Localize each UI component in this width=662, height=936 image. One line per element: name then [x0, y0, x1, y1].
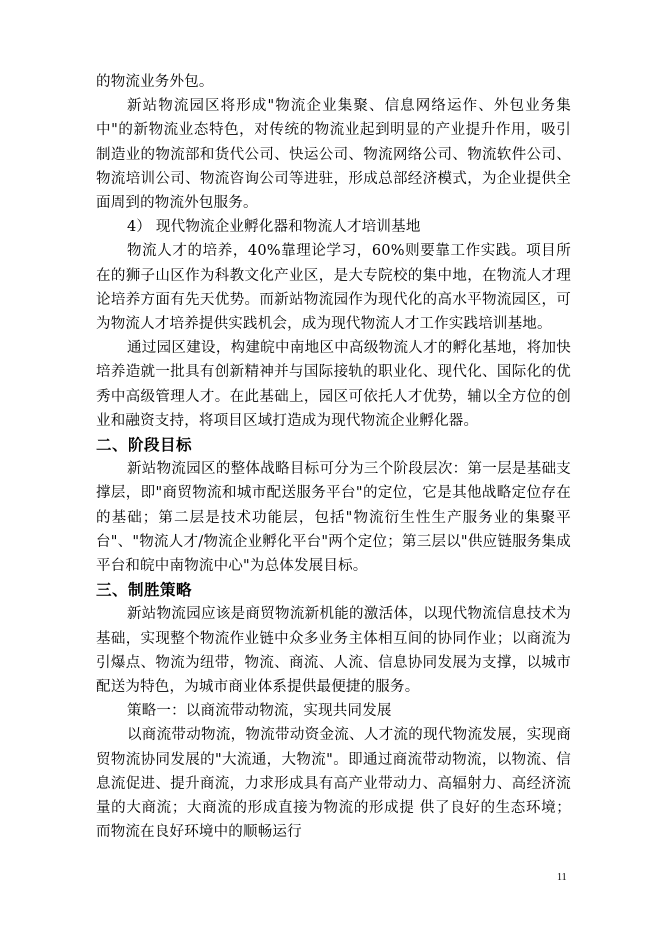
paragraph: 新站物流园区的整体战略目标可分为三个阶段层次：第一层是基础支撑层，即"商贸物流和城市配送服务平台"的定位，它是其他战略定位存在的基础；第二层是技术功能层，包括"物流衍生性生产服务业的集聚平台"、"物流人才/物流企业孵化平台"两个定位；第三层以"供应链服务集成平台和皖中南物流中心"为总体发展目标。	[96, 461, 571, 575]
section-heading: 二、阶段目标	[96, 436, 193, 455]
paragraph: 新站物流园区将形成"物流企业集聚、信息网络运作、外包业务集中"的新物流业态特色，对传统的物流业起到明显的产业提升作用，吸引制造业的物流部和货代公司、快运公司、物流网络公司、物流软件公司、物流培训公司、物流咨询公司等进驻，形成总部经济模式，为企业提供全面周到的物流外包服务。	[96, 98, 571, 212]
paragraph: 以商流带动物流，物流带动资金流、人才流的现代物流发展，实现商贸物流协同发展的"大流通，大物流"。即通过商流带动物流，以物流、信息流促进、提升商流，力求形成具有高产业带动力、高辐射力、高经济流量的大商流；大商流的形成直接为物流的形成提 供了良好的生态环境；而物流在良好环境中的顺畅运行	[96, 727, 571, 841]
paragraph: 通过园区建设，构建皖中南地区中高级物流人才的孵化基地，将加快培养造就一批具有创新精神并与国际接轨的职业化、现代化、国际化的优秀中高级管理人才。在此基础上，园区可依托人才优势，辅以全方位的创业和融资支持，将项目区域打造成为现代物流企业孵化器。	[96, 340, 571, 429]
page-number: 11	[557, 872, 567, 883]
document-body	[96, 70, 571, 845]
strategy-title: 策略一：以商流带动物流，实现共同发展	[127, 703, 392, 720]
section-heading: 三、制胜策略	[96, 581, 193, 600]
paragraph: 新站物流园应该是商贸物流新机能的激活体，以现代物流信息技术为基础，实现整个物流作业链中众多业务主体相互间的协同作业；以商流为引爆点、物流为纽带，物流、商流、人流、信息协同发展为支撑，以城市配送为特色，为城市商业体系提供最便捷的服务。	[96, 606, 571, 696]
subsection-title: 4） 现代物流企业孵化器和物流人才培训基地	[127, 219, 421, 236]
paragraph: 的物流业务外包。	[96, 74, 214, 90]
paragraph: 物流人才的培养，40%靠理论学习，60%则要靠工作实践。项目所在的狮子山区作为科教文化产业区，是大专院校的集中地，在物流人才理论培养方面有先天优势。而新站物流园作为现代化的高水平物流园区，可为物流人才培养提供实践机会，成为现代物流人才工作实践培训基地。	[96, 243, 571, 333]
